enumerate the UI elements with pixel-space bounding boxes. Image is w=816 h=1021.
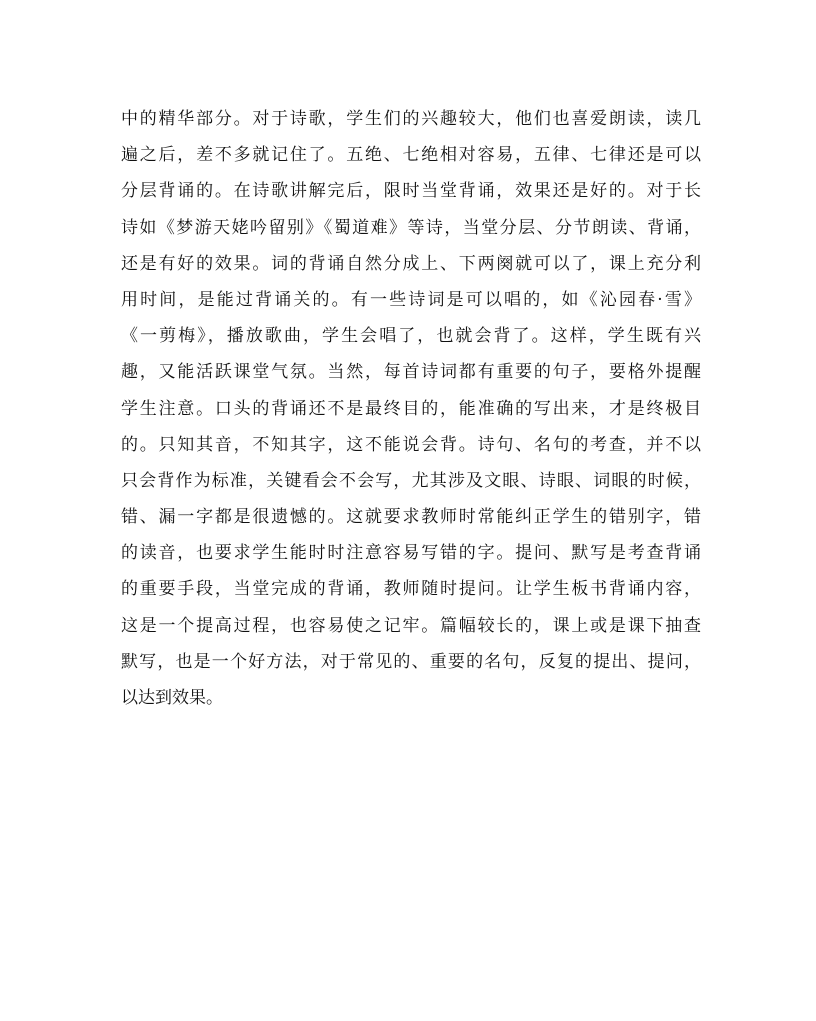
text-line: 错、漏一字都是很遗憾的。这就要求教师时常能纠正学生的错别字，错 [121, 507, 701, 528]
text-line: 只会背作为标准，关键看会不会写，尤其涉及文眼、诗眼、词眼的时候， [121, 470, 701, 491]
text-line: 这是一个提高过程，也容易使之记牢。篇幅较长的，课上或是课下抽查 [121, 615, 701, 636]
text-line: 以达到效果。 [121, 688, 223, 708]
text-line: 学生注意。口头的背诵还不是最终目的，能准确的写出来，才是终极目 [121, 398, 701, 419]
text-line: 中的精华部分。对于诗歌，学生们的兴趣较大，他们也喜爱朗读，读几 [121, 109, 701, 129]
text-line: 诗如《梦游天姥吟留别》《蜀道难》等诗，当堂分层、分节朗读、背诵， [121, 217, 701, 238]
text-line: 的读音，也要求学生能时时注意容易写错的字。提问、默写是考查背诵 [121, 543, 701, 564]
text-line: 还是有好的效果。词的背诵自然分成上、下两阕就可以了，课上充分利 [121, 253, 701, 274]
body-paragraph [121, 101, 701, 716]
text-line: 默写，也是一个好方法，对于常见的、重要的名句，反复的提出、提问， [121, 651, 701, 672]
text-line: 用时间，是能过背诵关的。有一些诗词是可以唱的，如《沁园春·雪》 [121, 289, 701, 310]
text-line: 分层背诵的。在诗歌讲解完后，限时当堂背诵，效果还是好的。对于长 [121, 181, 701, 202]
text-line: 的重要手段，当堂完成的背诵，教师随时提问。让学生板书背诵内容， [121, 579, 701, 600]
text-line: 趣，又能活跃课堂气氛。当然，每首诗词都有重要的句子，要格外提醒 [121, 362, 701, 383]
text-line: 遍之后，差不多就记住了。五绝、七绝相对容易，五律、七律还是可以 [121, 145, 701, 166]
text-line: 《一剪梅》，播放歌曲，学生会唱了，也就会背了。这样，学生既有兴 [121, 326, 701, 347]
text-line: 的。只知其音，不知其字，这不能说会背。诗句、名句的考查，并不以 [121, 434, 701, 455]
